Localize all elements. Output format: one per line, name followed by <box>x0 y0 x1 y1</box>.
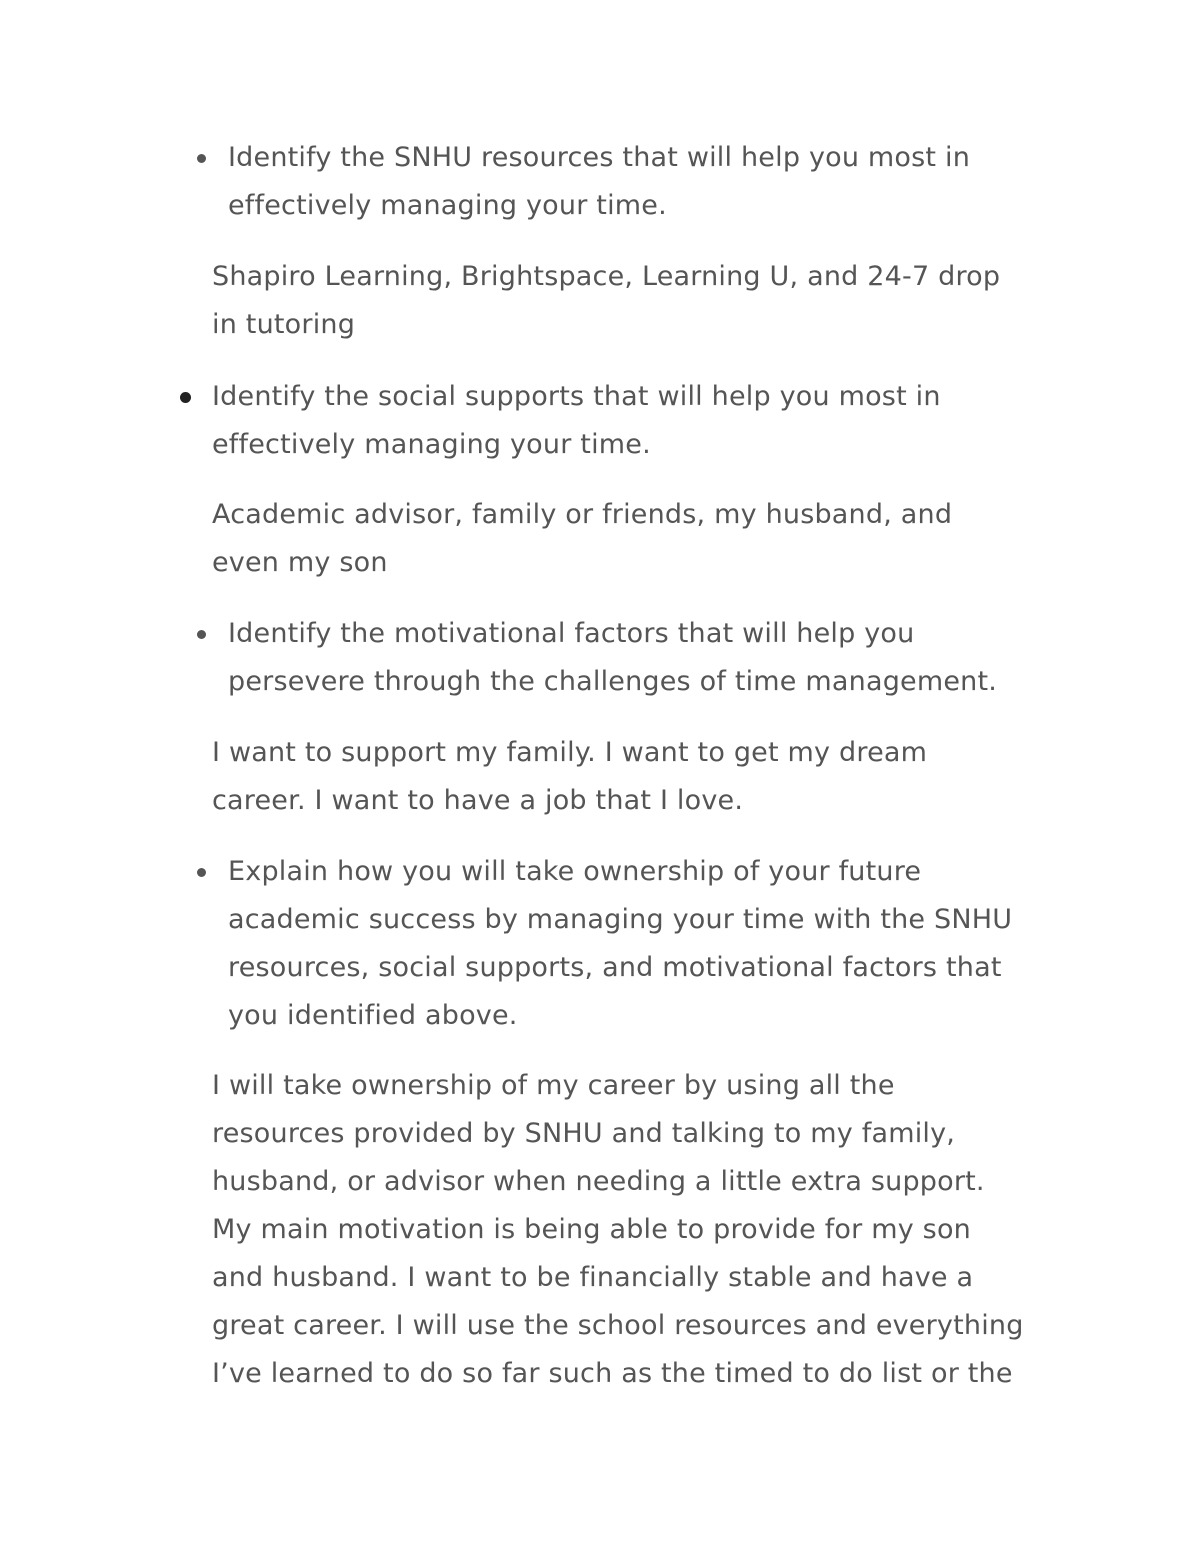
text-line: effectively managing your time. <box>228 190 667 221</box>
text-line: Identify the motivational factors that will help you <box>228 618 915 649</box>
text-line: persevere through the challenges of time management. <box>228 666 998 697</box>
answer-resources <box>212 253 1000 349</box>
text-line: Identify the social supports that will help you most in <box>212 381 941 412</box>
answer-social-supports <box>212 491 952 587</box>
text-line: in tutoring <box>212 309 356 340</box>
text-line: Identify the SNHU resources that will help you most in <box>228 142 971 173</box>
text-line: Shapiro Learning, Brightspace, Learning U, and 24-7 drop <box>212 261 1001 292</box>
text-line: great career. I will use the school resources and everything <box>212 1310 1024 1341</box>
text-line: you identified above. <box>228 1000 518 1031</box>
text-line: resources provided by SNHU and talking to my family, <box>212 1118 956 1149</box>
text-line: academic success by managing your time with the SNHU <box>228 904 1013 935</box>
text-line: I want to support my family. I want to get my dream <box>212 737 928 768</box>
text-line: resources, social supports, and motivational factors that <box>228 952 1002 983</box>
text-line: effectively managing your time. <box>212 429 651 460</box>
text-line: even my son <box>212 547 388 578</box>
text-line: and husband. I want to be financially stable and have a <box>212 1262 974 1293</box>
bullet-icon <box>180 392 191 403</box>
text-line: career. I want to have a job that I love. <box>212 785 744 816</box>
prompt-motivation <box>228 610 997 706</box>
prompt-ownership <box>228 848 1012 1040</box>
bullet-icon <box>197 868 206 877</box>
text-line: husband, or advisor when needing a little extra support. <box>212 1166 985 1197</box>
answer-motivation <box>212 729 927 825</box>
text-line: I’ve learned to do so far such as the timed to do list or the <box>212 1358 1013 1389</box>
bullet-icon <box>197 630 206 639</box>
text-line: Academic advisor, family or friends, my husband, and <box>212 499 953 530</box>
prompt-resources <box>228 134 970 230</box>
prompt-social-supports <box>212 373 941 469</box>
answer-ownership <box>212 1062 1024 1398</box>
text-line: My main motivation is being able to provide for my son <box>212 1214 971 1245</box>
text-line: I will take ownership of my career by using all the <box>212 1070 895 1101</box>
bullet-icon <box>197 154 206 163</box>
text-line: Explain how you will take ownership of your future <box>228 856 922 887</box>
